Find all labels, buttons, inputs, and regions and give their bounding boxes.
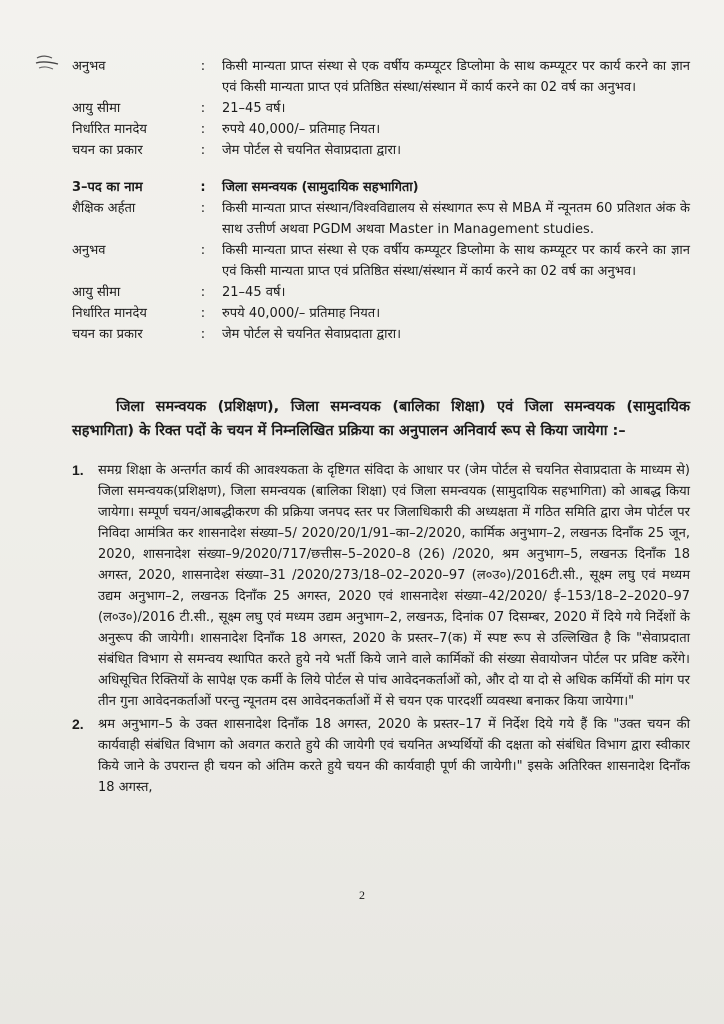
list-item [72,714,690,798]
field-value: किसी मान्यता प्राप्त संस्था से एक वर्षीय कम्प्यूटर डिप्लोमा के साथ कम्प्यूटर पर कार्य करने का ज्ञान एवं किसी मान्यता प्राप्त एवं प्रतिष्ठित संस्था/संस्थान में कार्य करने का 02 वर्ष का अनुभव। [222,243,690,279]
field-row-post-name [72,177,690,198]
field-row-qualification [72,198,690,240]
field-label: निर्धारित मानदेय [72,122,147,137]
section-gap [72,161,690,177]
field-separator: : [200,306,206,321]
list-item [72,460,690,712]
field-label: आयु सीमा [72,101,121,116]
field-label: आयु सीमा [72,285,121,300]
field-value: किसी मान्यता प्राप्त संस्था से एक वर्षीय कम्प्यूटर डिप्लोमा के साथ कम्प्यूटर पर कार्य करने का ज्ञान एवं किसी मान्यता प्राप्त एवं प्रतिष्ठित संस्था/संस्थान में कार्य करने का 02 वर्ष का अनुभव। [222,59,690,95]
field-separator: : [200,201,206,216]
job-fields [72,56,690,345]
list-item-text: श्रम अनुभाग–5 के उक्त शासनादेश दिनाँक 18 अगस्त, 2020 के प्रस्तर–17 में निर्देश दिये गये हैं कि "उक्त चयन की कार्यवाही संबंधित विभाग को अवगत कराते हुये की जायेगी एवं चयनित अभ्यर्थियों की दक्षता को संबंधित विभाग द्वारा स्वीकार किये जाने के उपरान्त ही चयन को अंतिम करते हुये चयन की कार्यवाही पूर्ण की जायेगी।" इसके अतिरिक्त शासनादेश दिनाँक 18 अगस्त, [98,717,690,795]
field-separator: : [200,285,206,300]
field-row-selection-type [72,324,690,345]
page-number: 2 [359,888,365,902]
field-label: चयन का प्रकार [72,143,143,158]
field-separator: : [200,59,206,74]
field-label: निर्धारित मानदेय [72,306,147,321]
list-item-number: 1. [72,462,84,478]
field-row-experience [72,240,690,282]
field-value: किसी मान्यता प्राप्त संस्थान/विश्वविद्यालय से संस्थागत रूप से MBA में न्यूनतम 60 प्रतिशत अंक के साथ उत्तीर्ण अथवा PGDM अथवा Master in Management studies. [222,201,690,237]
field-value: जेम पोर्टल से चयनित सेवाप्रदाता द्वारा। [222,143,402,158]
field-label: अनुभव [72,243,106,258]
field-label: शैक्षिक अर्हता [72,201,136,216]
procedure-list [72,460,690,800]
field-row-selection-type [72,140,690,161]
procedure-heading: जिला समन्वयक (प्रशिक्षण), जिला समन्वयक (बालिका शिक्षा) एवं जिला समन्वयक (सामुदायिक सहभागिता) के रिक्त पदों के चयन में निम्नलिखित प्रक्रिया का अनुपालन अनिवार्य रूप से किया जायेगा :– [72,399,690,439]
field-separator: : [200,101,206,116]
field-value: 21–45 वर्ष। [222,101,286,116]
field-value: जिला समन्वयक (सामुदायिक सहभागिता) [222,180,419,195]
field-row-honorarium [72,303,690,324]
list-item-text: समग्र शिक्षा के अन्तर्गत कार्य की आवश्यकता के दृष्टिगत संविदा के आधार पर (जेम पोर्टल से चयनित सेवाप्रदाता के माध्यम से) जिला समन्वयक(प्रशिक्षण), जिला समन्वयक (बालिका शिक्षा) एवं जिला समन्वयक (सामुदायिक सहभागिता) को आबद्ध किया जायेगा। सम्पूर्ण चयन/आबद्धीकरण की प्रक्रिया जनपद स्तर पर जिलाधिकारी की अध्यक्षता में गठित समिति द्वारा जेम पोर्टल पर निविदा आमंत्रित कर शासनादेश संख्या–5/ 2020/20/1/91–का–2/2020, कार्मिक अनुभाग–2, लखनऊ दिनाँक 25 जून, 2020, शासनादेश संख्या–9/2020/717/छत्तीस–5–2020–8 (26) /2020, श्रम अनुभाग–5, लखनऊ दिनाँक 18 अगस्त, 2020, शासनादेश संख्या–31 /2020/273/18–02–2020–97 (ल०उ०)/2016टी.सी., सूक्ष्म लघु एवं मध्यम उद्यम अनुभाग–2, लखनऊ दिनाँक 25 अगस्त, 2020 एवं शासनादेश संख्या–42/2020/ ई–153/18–2–2020–97 (ल०उ०)/2016 टी.सी., सूक्ष्म लघु एवं मध्यम उद्यम अनुभाग–2, लखनऊ, दिनांक 07 दिसम्बर, 2020 में दिये गये निर्देशों के अनुरूप की जायेगी। शासनादेश दिनाँक 18 अगस्त, 2020 के प्रस्तर–7(क) में स्पष्ट रूप से उल्लिखित है कि "सेवाप्रदाता संबंधित विभाग से समन्वय स्थापित करते हुये नये भर्ती किये जाने वाले कार्मिकों की संख्या सेवायोजन पोर्टल पर प्रविष्ट करेंगे। अधिसूचित रिक्तियों के सापेक्ष एक कर्मी के लिये पोर्टल से पांच आवेदनकर्ताओं को, और दो या दो से अधिक कर्मियों की मांग पर तीन गुना आवेदनकर्ताओं परन्तु न्यूनतम दस आवेदनकर्ताओं में से चयन एक पारदर्शी व्यवस्था बनाकर किया जायेगा।" [98,463,690,709]
field-row-age-limit [72,98,690,119]
field-value: 21–45 वर्ष। [222,285,286,300]
field-value: रुपये 40,000/– प्रतिमाह नियत। [222,122,381,137]
field-value: जेम पोर्टल से चयनित सेवाप्रदाता द्वारा। [222,327,402,342]
field-separator: : [200,243,206,258]
field-value: रुपये 40,000/– प्रतिमाह नियत। [222,306,381,321]
pen-scribble-icon [34,52,60,74]
field-label: 3–पद का नाम [72,180,143,195]
field-separator: : [200,143,206,158]
field-label: चयन का प्रकार [72,327,143,342]
field-row-experience [72,56,690,98]
field-separator: : [200,327,206,342]
field-separator: : [200,180,206,195]
field-separator: : [200,122,206,137]
field-label: अनुभव [72,59,106,74]
list-item-number: 2. [72,716,84,732]
field-row-age-limit [72,282,690,303]
field-row-honorarium [72,119,690,140]
